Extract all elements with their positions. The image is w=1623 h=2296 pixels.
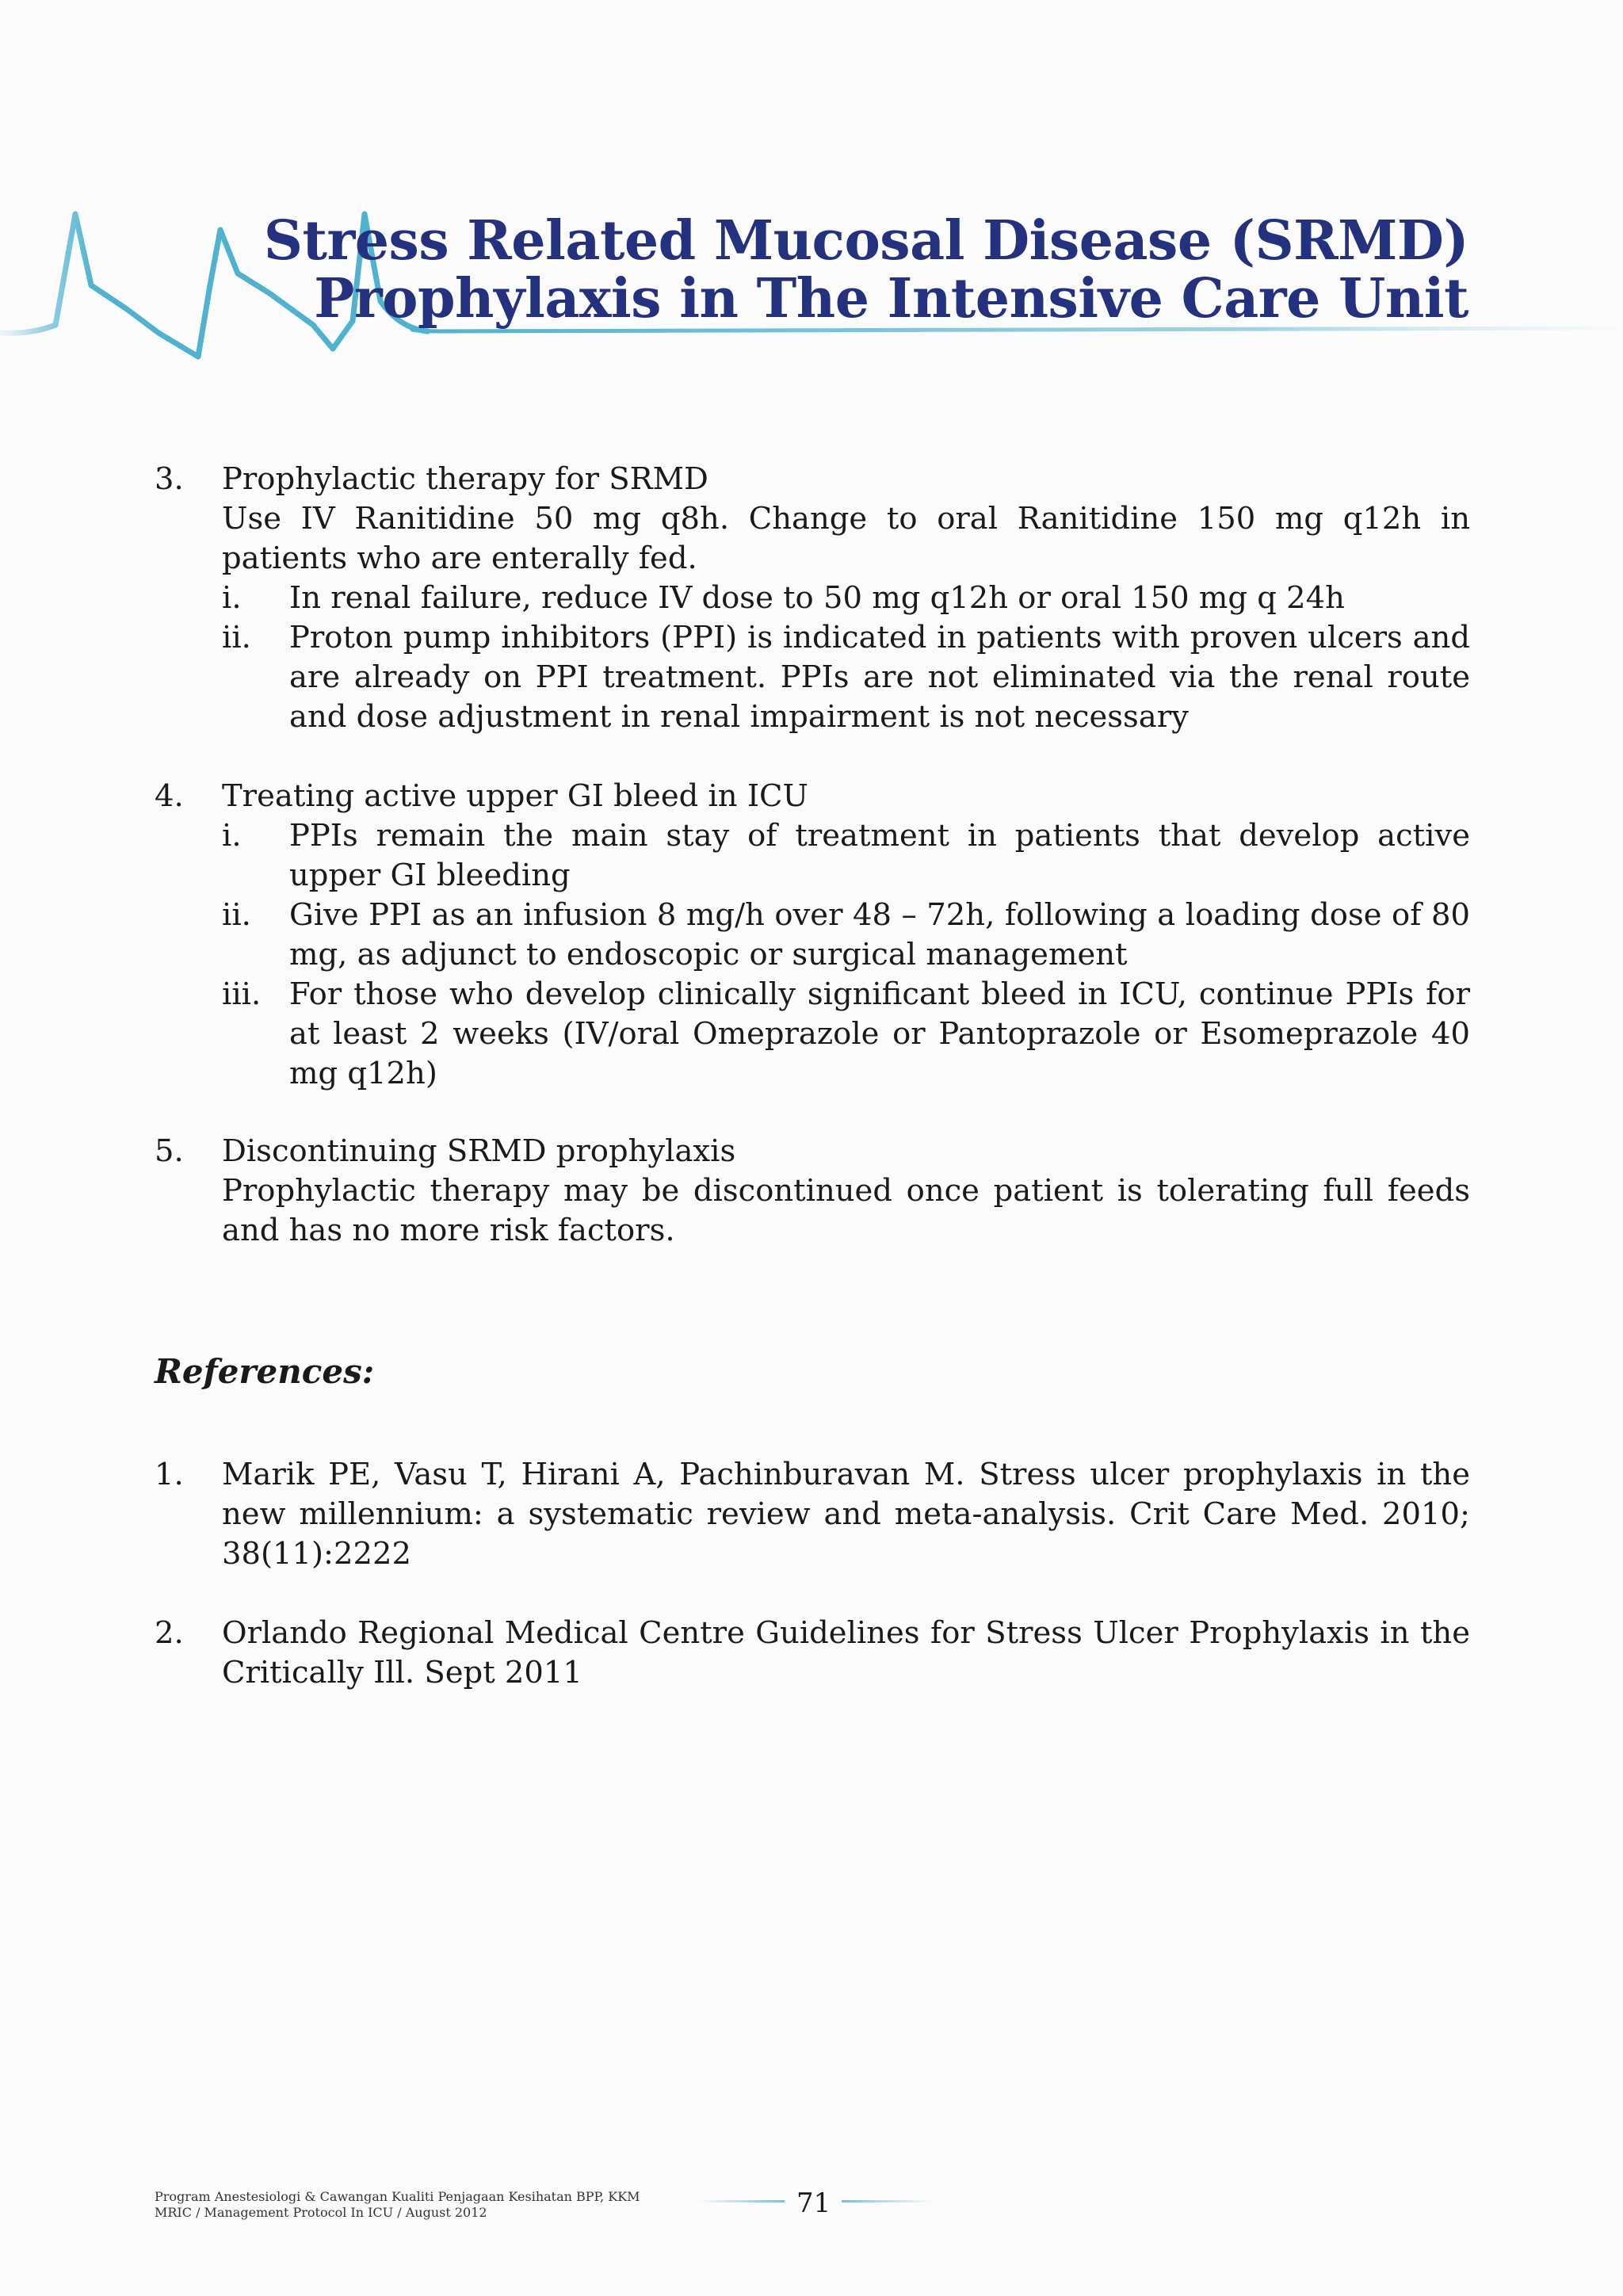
sub-item-text: Proton pump inhibitors (PPI) is indicated in patients with proven ulcers and are already on PPI treatment. PPIs are not eliminated via the renal route and dose adjustment in renal impairment is not necessary xyxy=(289,620,1470,735)
section-heading: Prophylactic therapy for SRMD xyxy=(222,461,708,497)
section-body: Prophylactic therapy may be discontinued once patient is tolerating full feeds and has no more risk factors. xyxy=(222,1173,1470,1248)
sub-item xyxy=(222,618,1470,737)
reference-number: 2. xyxy=(155,1615,184,1651)
page-title-line-2: Prophylaxis in The Intensive Care Unit xyxy=(314,267,1468,330)
list-item-3 xyxy=(155,460,1470,737)
section-body: Use IV Ranitidine 50 mg q8h. Change to oral Ranitidine 150 mg q12h in patients who are enterally fed. xyxy=(222,501,1470,576)
sub-item-text: For those who develop clinically significant bleed in ICU, continue PPIs for at least 2 weeks (IV/oral Omeprazole or Pantoprazole or Esomeprazole 40 mg q12h) xyxy=(289,976,1470,1091)
sub-item-number: iii. xyxy=(222,976,262,1012)
list-number: 3. xyxy=(155,461,184,497)
page-number: 71 xyxy=(796,2187,831,2219)
sub-item-text: In renal failure, reduce IV dose to 50 mg q12h or oral 150 mg q 24h xyxy=(289,580,1345,616)
sub-item xyxy=(222,975,1470,1094)
sub-item-number: ii. xyxy=(222,620,251,655)
list-number: 5. xyxy=(155,1133,184,1169)
page-title-line-1: Stress Related Mucosal Disease (SRMD) xyxy=(263,209,1468,273)
sub-item-number: i. xyxy=(222,580,242,616)
sub-item-number: i. xyxy=(222,818,242,854)
list-item-4 xyxy=(155,777,1470,1094)
list-item-5 xyxy=(155,1132,1470,1251)
section-heading: Treating active upper GI bleed in ICU xyxy=(222,778,808,814)
reference-item xyxy=(155,1614,1470,1693)
sub-item-number: ii. xyxy=(222,897,251,933)
sub-item-text: PPIs remain the main stay of treatment in patients that develop active upper GI bleeding xyxy=(289,818,1470,893)
reference-text: Orlando Regional Medical Centre Guidelines for Stress Ulcer Prophylaxis in the Critically Ill. Sept 2011 xyxy=(222,1615,1470,1690)
main-content xyxy=(155,460,1470,1251)
footer-divider-left xyxy=(697,2200,785,2202)
footer-line-2: MRIC / Management Protocol In ICU / August 2012 xyxy=(155,2205,487,2220)
section-heading: Discontinuing SRMD prophylaxis xyxy=(222,1133,736,1169)
references-list xyxy=(155,1455,1470,1733)
footer-divider-right xyxy=(842,2200,933,2202)
sub-item xyxy=(222,816,1470,896)
sub-item-text: Give PPI as an infusion 8 mg/h over 48 – 72h, following a loading dose of 80 mg, as adjunct to endoscopic or surgical management xyxy=(289,897,1470,972)
reference-number: 1. xyxy=(155,1457,184,1492)
sub-item xyxy=(222,896,1470,975)
footer-line-1: Program Anestesiologi & Cawangan Kualiti Penjagaan Kesihatan BPP, KKM xyxy=(155,2189,640,2204)
sub-item xyxy=(222,579,1470,618)
footer-credits xyxy=(155,2189,640,2221)
reference-text: Marik PE, Vasu T, Hirani A, Pachinburavan M. Stress ulcer prophylaxis in the new millennium: a systematic review and meta-analysis. Crit Care Med. 2010; 38(11):2222 xyxy=(222,1457,1470,1572)
list-number: 4. xyxy=(155,778,184,814)
references-heading: References: xyxy=(155,1352,375,1391)
reference-item xyxy=(155,1455,1470,1574)
